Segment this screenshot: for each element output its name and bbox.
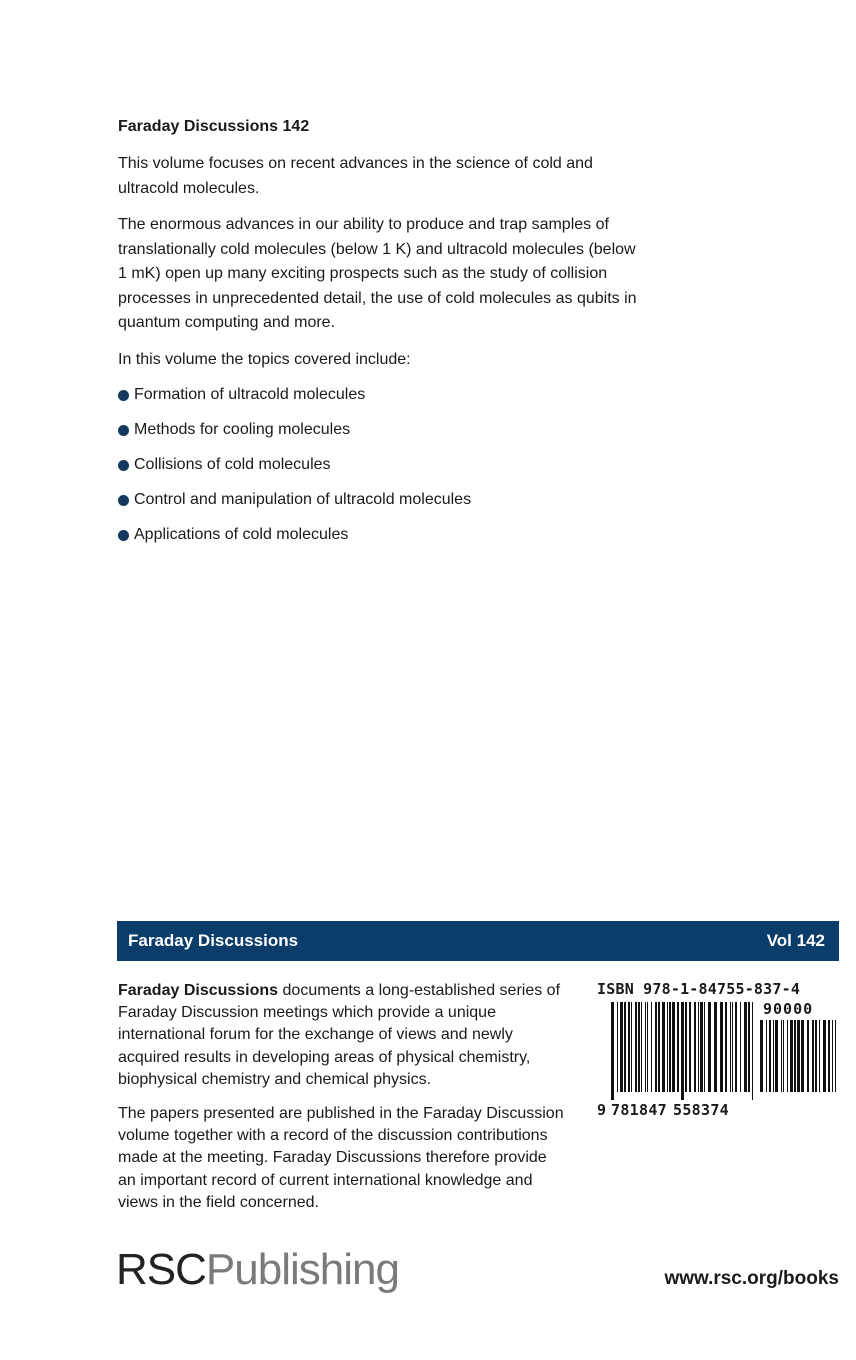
bullet-icon (118, 390, 129, 401)
barcode-digits (597, 1101, 729, 1119)
rsc-publishing-logo (116, 1244, 399, 1296)
barcode-stripe (655, 1002, 657, 1092)
addon-number: 90000 (763, 1000, 814, 1018)
cover-description (118, 116, 638, 559)
barcode-stripe (694, 1002, 696, 1092)
barcode-stripe (775, 1020, 778, 1092)
topics-lead: In this volume the topics covered include: (118, 350, 411, 368)
list-item: Methods for cooling molecules (118, 419, 638, 441)
barcode-stripe (714, 1002, 717, 1092)
series-paragraph-2: The papers presented are published in the Faraday Discussion volume together with a record of the discussion contributions made at the meeting. Faraday Discussions therefore provide an important record of current international knowledge and views in the field concerned. (118, 1105, 564, 1211)
bullet-icon (118, 460, 129, 471)
barcode-stripe (744, 1002, 747, 1092)
list-item: Control and manipulation of ultracold molecules (118, 489, 638, 511)
barcode-stripe (815, 1020, 817, 1092)
barcode-stripe (647, 1002, 648, 1092)
barcode-stripe (760, 1020, 763, 1092)
barcode-stripe (752, 1002, 753, 1100)
barcode-stripe (832, 1020, 833, 1092)
topics-list (118, 384, 638, 546)
barcode-stripe (730, 1002, 731, 1092)
barcode-stripe (662, 1002, 665, 1092)
series-bar (117, 921, 839, 961)
barcode-stripe (628, 1002, 630, 1092)
series-paragraph-1: Faraday Discussions documents a long-established series of Faraday Discussion meetings which provide a unique international forum for the exchange of views and newly acquired results in developing areas of physical chemistry, biophysical chemistry and chemical physics. (118, 982, 561, 1088)
barcode-stripe (783, 1020, 784, 1092)
barcode-stripe (704, 1002, 705, 1092)
barcode-stripe (769, 1020, 771, 1092)
barcode-stripe (773, 1020, 774, 1092)
barcode-addon-bars (760, 1020, 836, 1100)
barcode-stripe (781, 1020, 782, 1092)
list-item: Formation of ultracold molecules (118, 384, 638, 406)
barcode-stripe (812, 1020, 814, 1092)
barcode-stripe (740, 1002, 741, 1092)
series-name-bold: Faraday Discussions (118, 982, 279, 999)
barcode-stripe (617, 1002, 618, 1092)
barcode-stripe (801, 1020, 804, 1092)
barcode-stripe (823, 1020, 826, 1092)
barcode-stripe (651, 1002, 652, 1092)
website-url: www.rsc.org/books (664, 1268, 839, 1289)
barcode-stripe (790, 1020, 793, 1092)
barcode-stripe (641, 1002, 642, 1092)
barcode-stripe (720, 1002, 723, 1092)
body-paragraph: The enormous advances in our ability to produce and trap samples of translationally cold molecules (below 1 K) and ultracold molecules (below 1 mK) open up many exciting prospects such as the study of collision processes in unprecedented detail, the use of cold molecules as qubits in quantum computing and more. (118, 216, 637, 331)
barcode-stripe (689, 1002, 691, 1092)
barcode-stripe (807, 1020, 809, 1092)
barcode-stripe (681, 1002, 684, 1100)
barcode-stripe (797, 1020, 800, 1092)
barcode-stripe (667, 1002, 668, 1092)
list-item: Applications of cold molecules (118, 524, 638, 546)
barcode-stripe (794, 1020, 796, 1092)
intro-paragraph: This volume focuses on recent advances in the science of cold and ultracold molecules. (118, 155, 593, 197)
volume-title: Faraday Discussions 142 (118, 118, 310, 135)
series-description (118, 980, 568, 1226)
barcode-stripe (624, 1002, 626, 1092)
barcode-stripe (672, 1002, 675, 1092)
barcode-stripe (611, 1002, 614, 1100)
barcode-stripe (645, 1002, 646, 1092)
barcode-stripe (835, 1020, 836, 1092)
bullet-icon (118, 425, 129, 436)
barcode-stripe (658, 1002, 660, 1092)
barcode-digit-group-2: 558374 (673, 1101, 729, 1119)
barcode-stripe (620, 1002, 623, 1092)
barcode-stripe (635, 1002, 637, 1092)
list-item: Collisions of cold molecules (118, 454, 638, 476)
barcode-digit-group-1: 781847 (611, 1101, 667, 1119)
series-name: Faraday Discussions (128, 931, 299, 950)
barcode-stripe (669, 1002, 671, 1092)
bullet-icon (118, 530, 129, 541)
bullet-icon (118, 495, 129, 506)
volume-number: Vol 142 (766, 931, 825, 950)
barcode-stripe (748, 1002, 750, 1092)
barcode-stripe (828, 1020, 830, 1092)
barcode-stripe (638, 1002, 640, 1092)
barcode-stripe (700, 1002, 703, 1092)
barcode-stripe (787, 1020, 788, 1092)
barcode-stripe (766, 1020, 767, 1092)
barcode-stripe (725, 1002, 727, 1092)
barcode-stripe (732, 1002, 733, 1092)
barcode-stripe (819, 1020, 820, 1092)
barcode-stripe (698, 1002, 699, 1092)
barcode-stripe (685, 1002, 687, 1092)
barcode-digit-first: 9 (597, 1101, 607, 1119)
barcode-stripe (677, 1002, 679, 1092)
logo-publishing: Publishing (205, 1245, 399, 1294)
logo-rsc: RSC (116, 1245, 206, 1294)
isbn-label: ISBN 978-1-84755-837-4 (597, 980, 801, 998)
isbn-barcode (597, 980, 839, 1122)
barcode-main-bars (611, 1002, 753, 1100)
barcode-stripe (631, 1002, 632, 1092)
barcode-stripe (708, 1002, 711, 1092)
barcode-stripe (735, 1002, 737, 1092)
